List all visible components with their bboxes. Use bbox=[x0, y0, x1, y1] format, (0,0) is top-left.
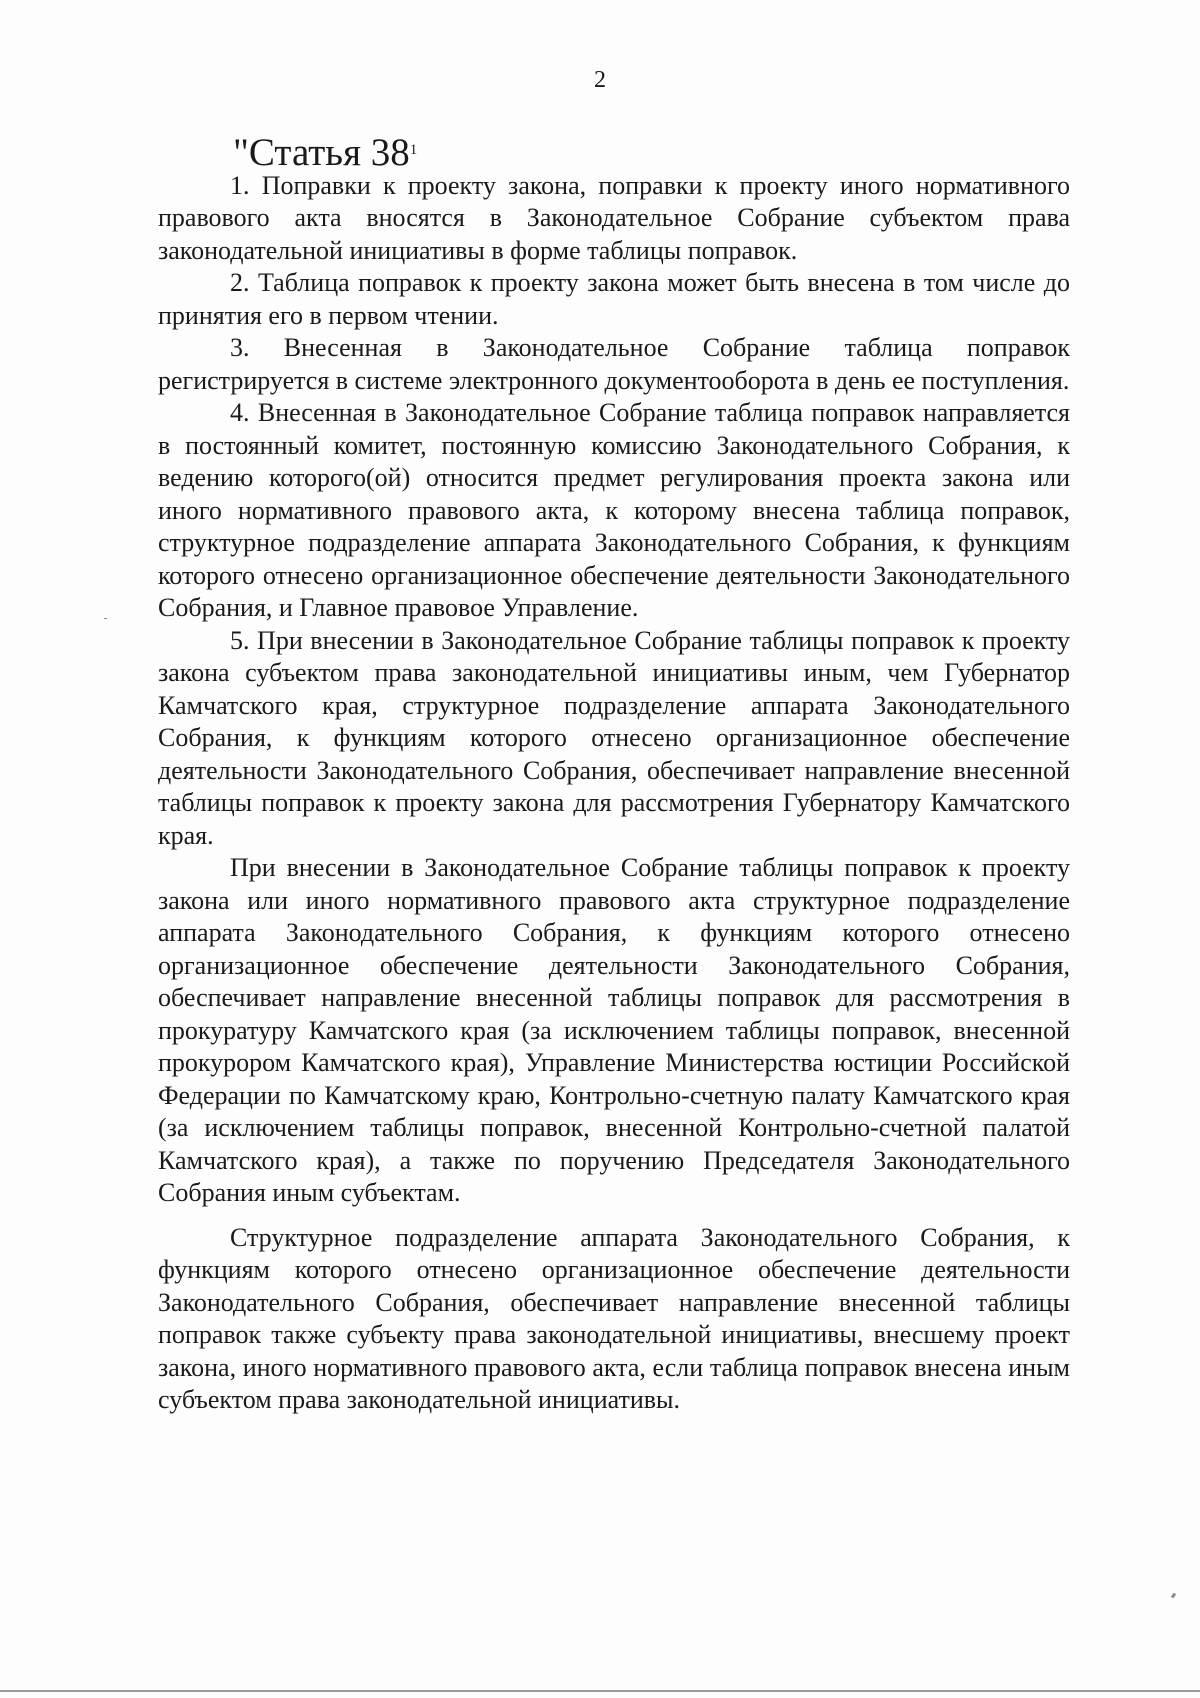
paragraph-7: Структурное подразделение аппарата Законодательного Собрания, к функциям которого отнесено организационное обеспечение деятельности Законодательного Собрания, обеспечивает направление внесенной таблицы поправок также субъекту права законодательной инициативы, внесшему проект закона, иного нормативного правового акта, если таблица поправок внесена иным субъектом права законодательной инициативы. bbox=[158, 1222, 1070, 1414]
opening-quote: " bbox=[233, 131, 249, 174]
article-title-text: Статья 38 bbox=[248, 131, 410, 174]
page-number: 2 bbox=[594, 67, 606, 93]
document-body bbox=[158, 131, 1070, 1417]
paragraph-1: 1. Поправки к проекту закона, поправки к проекту иного нормативного правового акта вносятся в Законодательное Собрание субъектом права законодательной инициативы в форме таблицы поправок. bbox=[158, 170, 1070, 265]
paragraph-3: 3. Внесенная в Законодательное Собрание таблица поправок регистрируется в системе электронного документооборота в день ее поступления. bbox=[158, 333, 1070, 395]
paragraph-2: 2. Таблица поправок к проекту закона может быть внесена в том числе до принятия его в первом чтении. bbox=[158, 268, 1070, 330]
scan-bottom-edge bbox=[0, 1690, 1200, 1692]
paragraph-4: 4. Внесенная в Законодательное Собрание таблица поправок направляется в постоянный комитет, постоянную комиссию Законодательного Собрания, к ведению которого(ой) относится предмет регулирования проекта закона или иного нормативного правового акта, к которому внесена таблица поправок, структурное подразделение аппарата Законодательного Собрания, к функциям которого отнесено организационное обеспечение деятельности Законодательного Собрания, и Главное правовое Управление. bbox=[158, 398, 1070, 622]
paragraph-5: 5. При внесении в Законодательное Собрание таблицы поправок к проекту закона субъектом права законодательной инициативы иным, чем Губернатор Камчатского края, структурное подразделение аппарата Законодательного Собрания, к функциям которого отнесено организационное обеспечение деятельности Законодательного Собрания, обеспечивает направление внесенной таблицы поправок к проекту закона для рассмотрения Губернатору Камчатского края. bbox=[158, 625, 1070, 850]
scan-speck bbox=[104, 618, 107, 619]
article-title bbox=[158, 131, 1070, 174]
article-number-superscript: 1 bbox=[409, 142, 418, 158]
paragraph-6: При внесении в Законодательное Собрание таблицы поправок к проекту закона или иного нормативного правового акта структурное подразделение аппарата Законодательного Собрания, к функциям которого отнесено организационное обеспечение деятельности Законодательного Собрания, обеспечивает направление внесенной таблицы поправок для рассмотрения в прокуратуру Камчатского края (за исключением таблицы поправок, внесенной прокурором Камчатского края), Управление Министерства юстиции Российской Федерации по Камчатскому краю, Контрольно-счетную палату Камчатского края (за исключением таблицы поправок, внесенной Контрольно-счетной палатой Камчатского края), а также по поручению Председателя Законодательного Собрания иным субъектам. bbox=[158, 853, 1070, 1207]
scan-speck bbox=[1171, 1593, 1176, 1599]
